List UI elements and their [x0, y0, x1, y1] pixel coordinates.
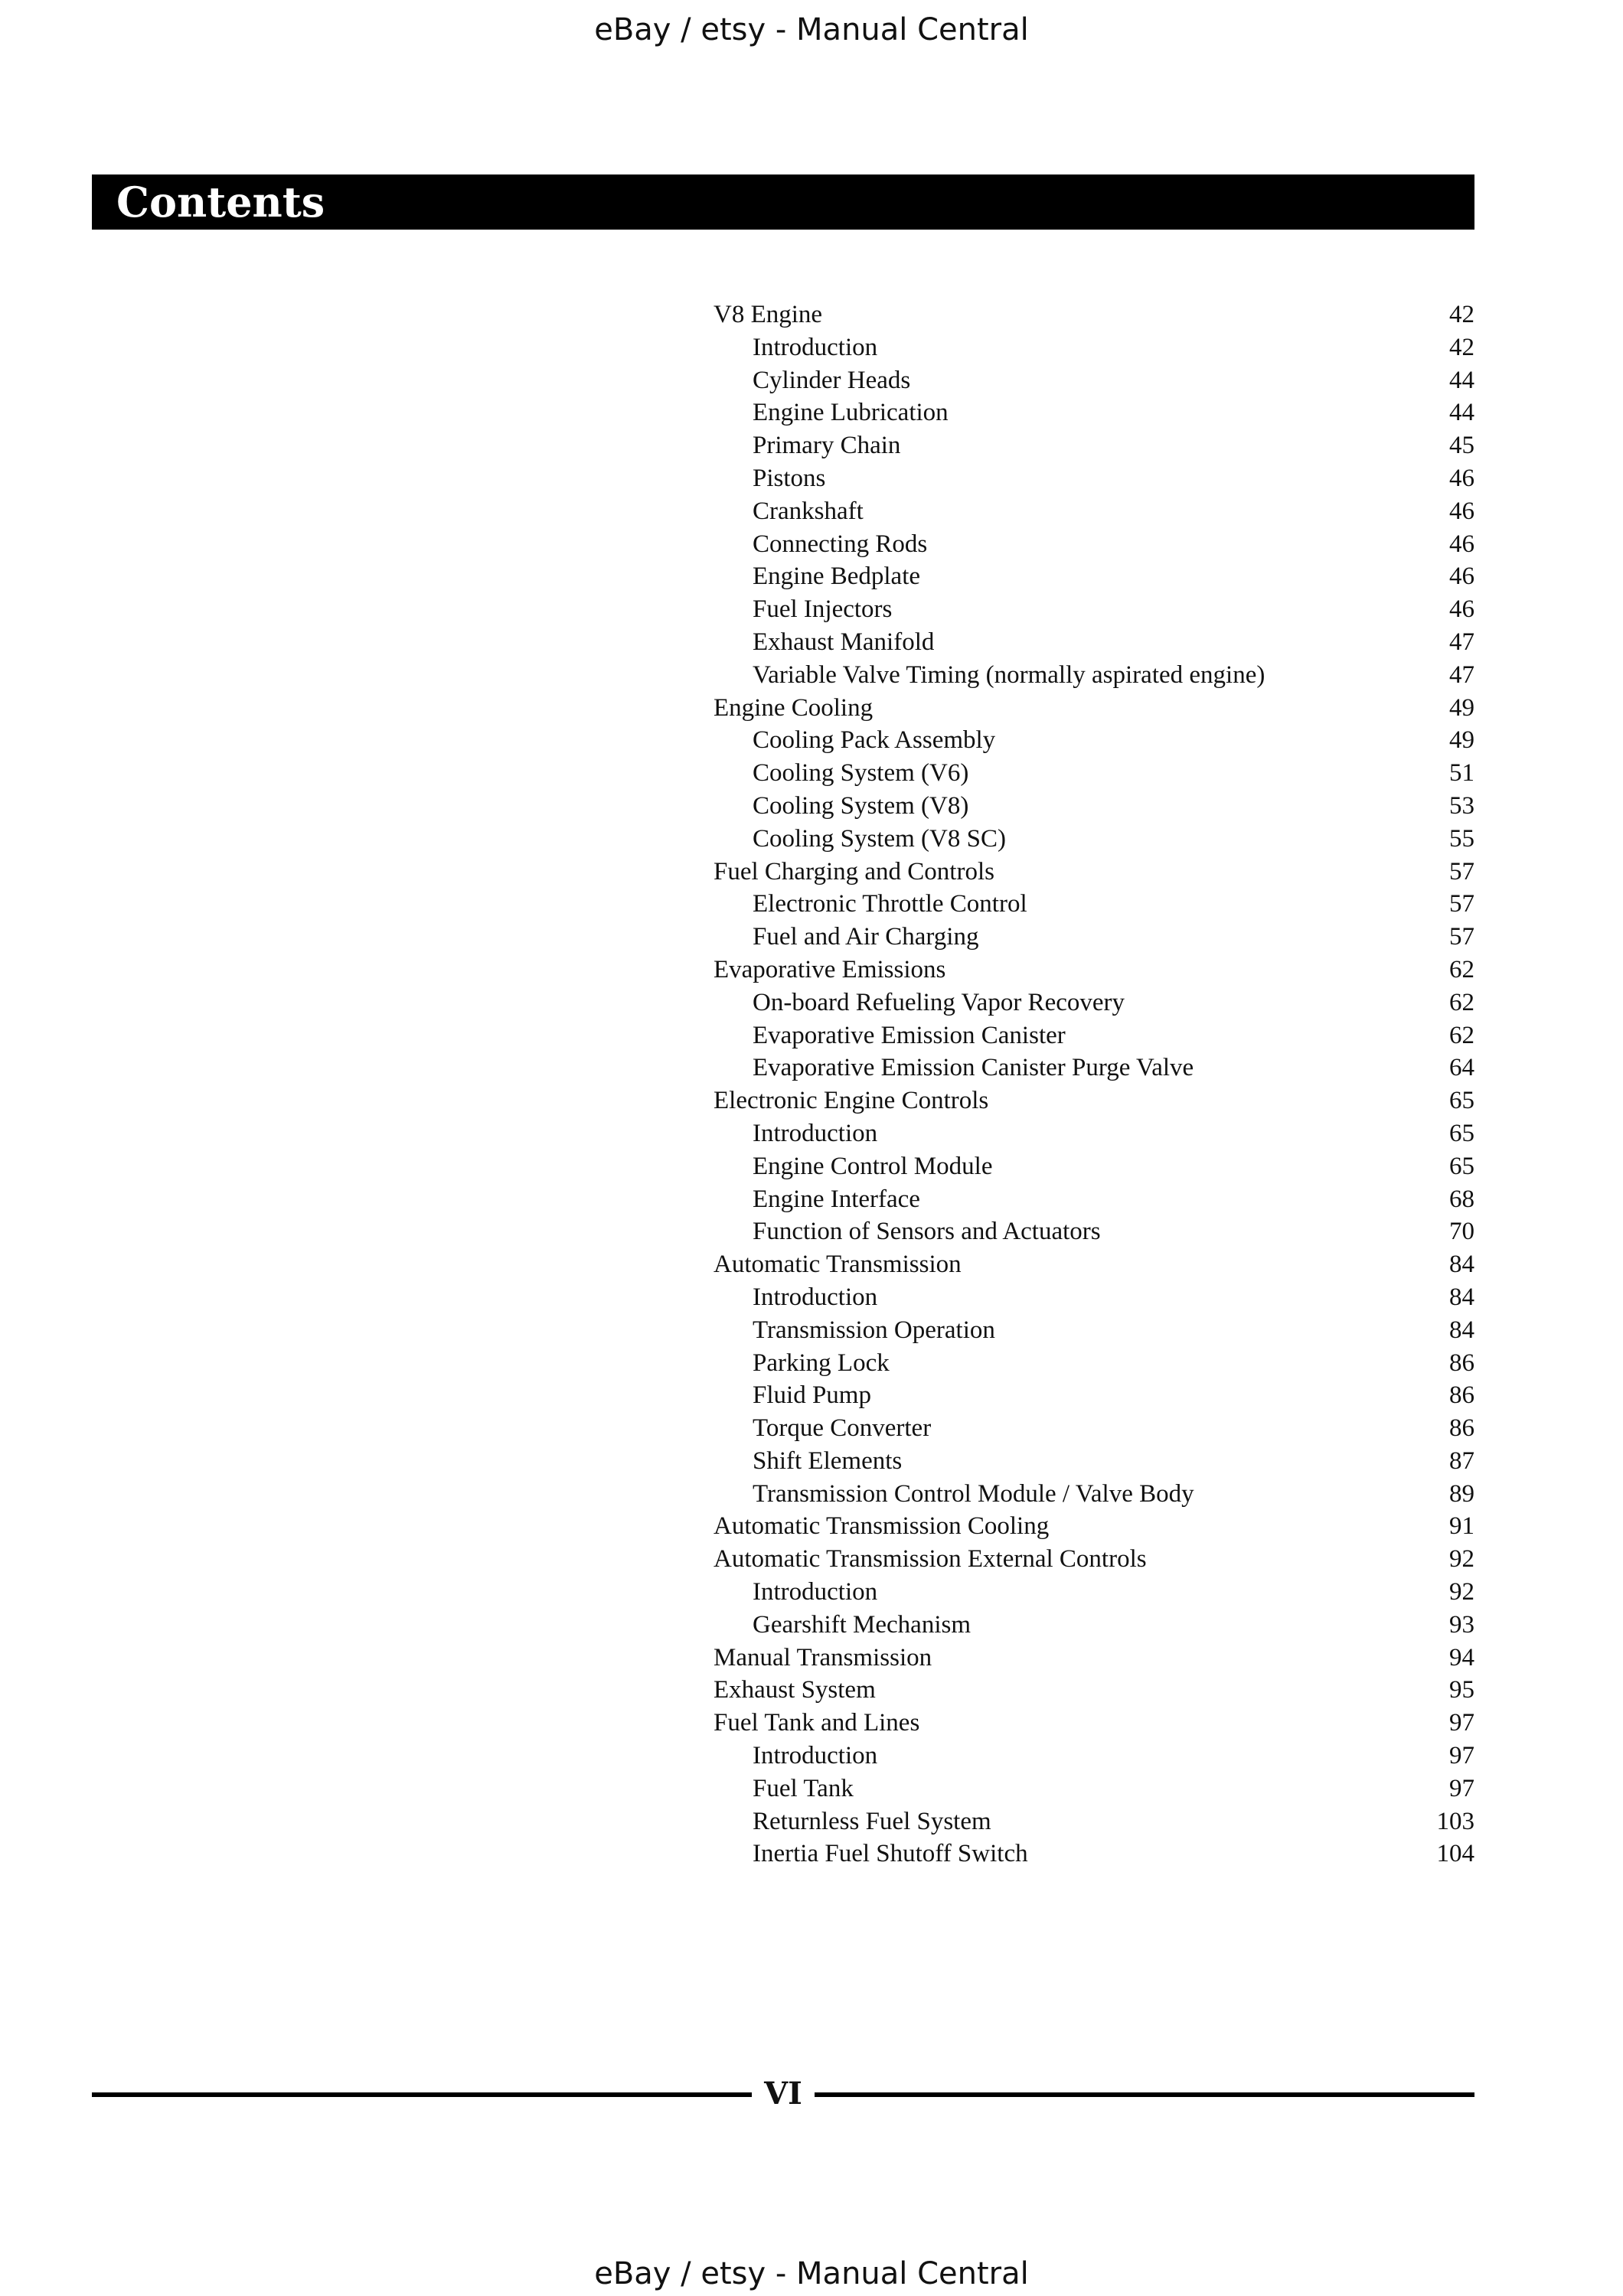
toc-entry-label: Evaporative Emission Canister Purge Valve — [753, 1054, 1194, 1082]
toc-entry — [714, 298, 1474, 331]
toc-subentry — [714, 1478, 1474, 1511]
toc-entry — [714, 1543, 1474, 1576]
toc-subentry — [714, 1576, 1474, 1609]
toc-entry-page: 49 — [1449, 726, 1474, 755]
toc-entry-page: 62 — [1449, 988, 1474, 1016]
toc-entry-page: 62 — [1449, 955, 1474, 983]
header-watermark: eBay / etsy - Manual Central — [594, 12, 1029, 47]
toc-entry-page: 62 — [1449, 1021, 1474, 1049]
toc-entry-label: Gearshift Mechanism — [753, 1610, 971, 1639]
toc-entry-label: Variable Valve Timing (normally aspirated engine) — [753, 660, 1265, 689]
toc-entry-label: Cooling Pack Assembly — [753, 726, 996, 755]
toc-entry-page: 95 — [1449, 1676, 1474, 1704]
toc-entry-label: Crankshaft — [753, 497, 864, 525]
toc-entry-page: 86 — [1449, 1349, 1474, 1377]
toc-subentry — [714, 1150, 1474, 1183]
toc-entry-page: 57 — [1449, 857, 1474, 885]
toc-entry-label: Automatic Transmission External Controls — [714, 1545, 1147, 1574]
toc-subentry — [714, 1052, 1474, 1084]
toc-entry-label: Parking Lock — [753, 1349, 890, 1377]
toc-subentry — [714, 659, 1474, 692]
toc-entry-label: Exhaust System — [714, 1676, 876, 1704]
toc-subentry — [714, 560, 1474, 593]
toc-entry-label: Automatic Transmission — [714, 1251, 962, 1279]
toc-entry-page: 51 — [1449, 759, 1474, 788]
toc-entry — [714, 692, 1474, 725]
toc-entry-label: Returnless Fuel System — [753, 1807, 991, 1835]
toc-entry-page: 84 — [1449, 1283, 1474, 1311]
toc-entry-label: Shift Elements — [753, 1446, 903, 1475]
toc-subentry — [714, 1314, 1474, 1347]
toc-subentry — [714, 364, 1474, 397]
toc-subentry — [714, 331, 1474, 364]
toc-entry-label: Introduction — [753, 1283, 878, 1311]
toc-subentry — [714, 429, 1474, 462]
toc-entry-page: 86 — [1449, 1381, 1474, 1410]
toc-entry-label: Inertia Fuel Shutoff Switch — [753, 1840, 1028, 1868]
toc-entry-page: 44 — [1449, 399, 1474, 427]
toc-entry-label: Engine Lubrication — [753, 399, 949, 427]
toc-entry-page: 46 — [1449, 563, 1474, 591]
toc-entry-label: Transmission Control Module / Valve Body — [753, 1479, 1194, 1508]
toc-entry-page: 93 — [1449, 1610, 1474, 1639]
footer-rule-left — [92, 2092, 752, 2097]
toc-entry-page: 64 — [1449, 1054, 1474, 1082]
toc-entry-label: Fluid Pump — [753, 1381, 871, 1410]
toc-entry-label: Fuel Tank — [753, 1774, 854, 1802]
toc-entry — [714, 1084, 1474, 1117]
toc-subentry — [714, 1838, 1474, 1870]
toc-entry-page: 42 — [1449, 333, 1474, 361]
toc-entry — [714, 1248, 1474, 1281]
toc-entry-page: 57 — [1449, 923, 1474, 951]
toc-entry-label: Introduction — [753, 333, 878, 361]
toc-entry-page: 97 — [1449, 1742, 1474, 1770]
toc-subentry — [714, 1445, 1474, 1478]
toc-entry-label: Torque Converter — [753, 1414, 932, 1443]
toc-entry-label: Automatic Transmission Cooling — [714, 1512, 1050, 1541]
toc-subentry — [714, 1805, 1474, 1838]
toc-entry-page: 94 — [1449, 1643, 1474, 1671]
toc-entry-label: Evaporative Emission Canister — [753, 1021, 1066, 1049]
toc-entry-page: 46 — [1449, 595, 1474, 624]
toc-entry — [714, 856, 1474, 889]
toc-entry-label: Electronic Throttle Control — [753, 890, 1027, 918]
toc-entry-label: Introduction — [753, 1742, 878, 1770]
toc-subentry — [714, 495, 1474, 528]
toc-entry-label: Cylinder Heads — [753, 366, 911, 394]
toc-entry-label: Manual Transmission — [714, 1643, 932, 1671]
toc-entry — [714, 1510, 1474, 1543]
toc-entry-page: 97 — [1449, 1709, 1474, 1737]
toc-entry-label: Cooling System (V8) — [753, 791, 969, 820]
toc-entry-page: 87 — [1449, 1446, 1474, 1475]
toc-entry-label: Engine Cooling — [714, 693, 874, 722]
toc-entry-page: 45 — [1449, 432, 1474, 460]
toc-entry-page: 53 — [1449, 791, 1474, 820]
toc-subentry — [714, 823, 1474, 856]
footer-watermark: eBay / etsy - Manual Central — [594, 2256, 1029, 2291]
toc-entry-label: Cooling System (V8 SC) — [753, 824, 1006, 853]
footer-rule-right — [815, 2092, 1474, 2097]
toc-subentry — [714, 757, 1474, 790]
toc-entry-page: 89 — [1449, 1479, 1474, 1508]
toc-entry-page: 92 — [1449, 1578, 1474, 1606]
toc-subentry — [714, 593, 1474, 626]
toc-entry-page: 47 — [1449, 628, 1474, 656]
toc-subentry — [714, 724, 1474, 757]
toc-entry-page: 86 — [1449, 1414, 1474, 1443]
toc-entry-label: Transmission Operation — [753, 1316, 995, 1344]
toc-entry-label: Introduction — [753, 1578, 878, 1606]
toc-entry-page: 91 — [1449, 1512, 1474, 1541]
toc-subentry — [714, 626, 1474, 659]
toc-entry-label: Engine Bedplate — [753, 563, 921, 591]
toc-entry-page: 104 — [1436, 1840, 1474, 1868]
toc-entry — [714, 1707, 1474, 1740]
toc-entry — [714, 1674, 1474, 1707]
toc-entry-page: 44 — [1449, 366, 1474, 394]
toc-entry-page: 57 — [1449, 890, 1474, 918]
toc-subentry — [714, 1281, 1474, 1314]
table-of-contents — [714, 298, 1474, 1870]
toc-entry-label: Fuel Injectors — [753, 595, 893, 624]
toc-entry-page: 92 — [1449, 1545, 1474, 1574]
toc-subentry — [714, 396, 1474, 429]
toc-entry-label: V8 Engine — [714, 301, 823, 328]
toc-entry-page: 65 — [1449, 1087, 1474, 1115]
toc-entry-label: Exhaust Manifold — [753, 628, 935, 656]
toc-entry-page: 55 — [1449, 824, 1474, 853]
toc-entry-label: Connecting Rods — [753, 530, 928, 558]
toc-entry-label: Electronic Engine Controls — [714, 1087, 989, 1115]
toc-entry-page: 46 — [1449, 464, 1474, 492]
toc-entry-page: 97 — [1449, 1774, 1474, 1802]
toc-entry-label: Engine Interface — [753, 1185, 920, 1213]
toc-entry-label: Pistons — [753, 464, 826, 492]
toc-entry-label: Evaporative Emissions — [714, 955, 946, 983]
toc-subentry — [714, 987, 1474, 1019]
toc-subentry — [714, 1019, 1474, 1052]
toc-entry-page: 68 — [1449, 1185, 1474, 1213]
toc-entry-label: Function of Sensors and Actuators — [753, 1218, 1101, 1246]
toc-entry-page: 65 — [1449, 1152, 1474, 1180]
toc-entry-page: 42 — [1449, 301, 1474, 328]
toc-entry-label: Introduction — [753, 1119, 878, 1147]
page-number: VI — [764, 2076, 802, 2112]
page-title: Contents — [116, 178, 325, 227]
toc-subentry — [714, 790, 1474, 823]
toc-subentry — [714, 462, 1474, 495]
toc-entry-page: 47 — [1449, 660, 1474, 689]
toc-subentry — [714, 888, 1474, 921]
toc-entry-page: 70 — [1449, 1218, 1474, 1246]
toc-entry-page: 49 — [1449, 693, 1474, 722]
toc-entry — [714, 954, 1474, 987]
toc-subentry — [714, 1347, 1474, 1380]
toc-subentry — [714, 1117, 1474, 1150]
toc-entry-label: Primary Chain — [753, 432, 901, 460]
toc-entry-label: Fuel Tank and Lines — [714, 1709, 920, 1737]
toc-entry-page: 103 — [1436, 1807, 1474, 1835]
toc-subentry — [714, 1740, 1474, 1773]
toc-entry-label: On-board Refueling Vapor Recovery — [753, 988, 1125, 1016]
toc-entry-page: 84 — [1449, 1251, 1474, 1279]
toc-subentry — [714, 1609, 1474, 1642]
contents-title-bar — [92, 174, 1474, 230]
toc-entry-label: Fuel Charging and Controls — [714, 857, 994, 885]
toc-subentry — [714, 1412, 1474, 1445]
toc-entry-label: Cooling System (V6) — [753, 759, 969, 788]
toc-entry-label: Fuel and Air Charging — [753, 923, 979, 951]
toc-entry-page: 46 — [1449, 530, 1474, 558]
toc-subentry — [714, 1379, 1474, 1412]
toc-entry — [714, 1642, 1474, 1675]
toc-subentry — [714, 1773, 1474, 1805]
toc-entry-page: 84 — [1449, 1316, 1474, 1344]
toc-entry-page: 65 — [1449, 1119, 1474, 1147]
toc-subentry — [714, 921, 1474, 954]
toc-entry-label: Engine Control Module — [753, 1152, 993, 1180]
toc-entry-page: 46 — [1449, 497, 1474, 525]
toc-subentry — [714, 1183, 1474, 1216]
toc-subentry — [714, 1215, 1474, 1248]
toc-subentry — [714, 528, 1474, 561]
